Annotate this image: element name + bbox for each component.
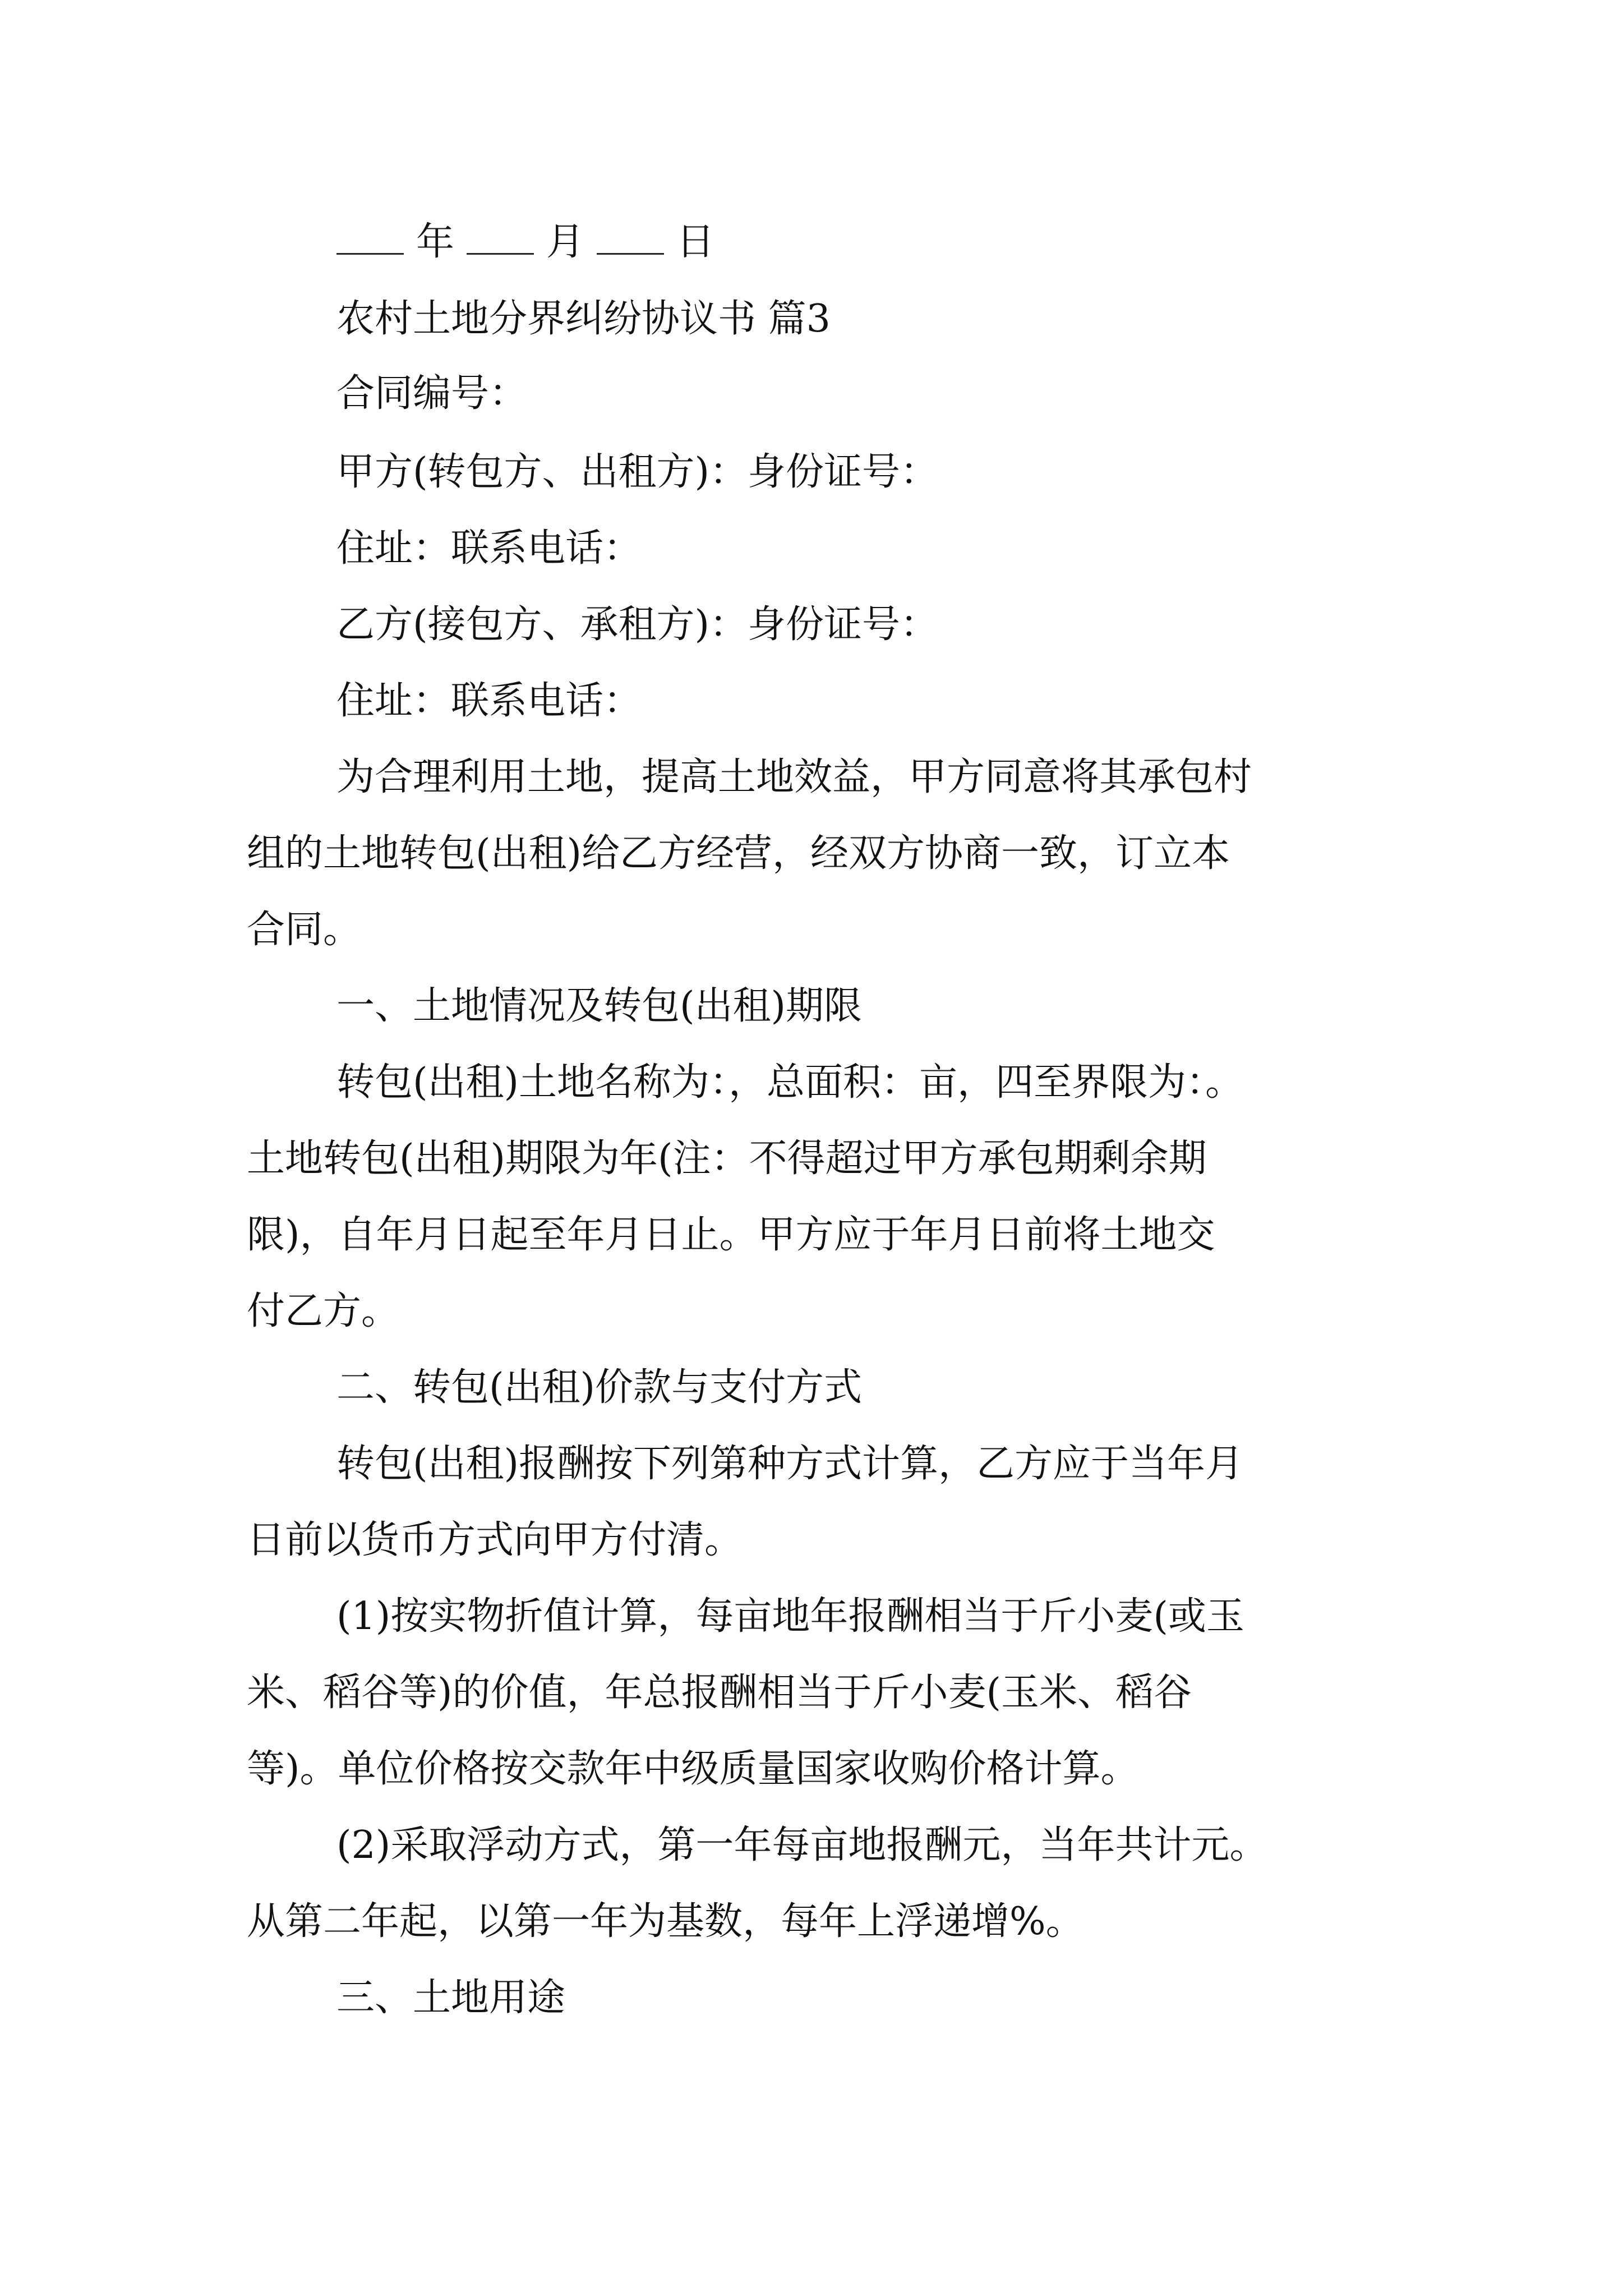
agreement-title: 农村土地分界纠纷协议书 篇3 (336, 297, 831, 341)
section-1-line: 限)，自年月日起至年月日止。甲方应于年月日前将土地交 (247, 1213, 1215, 1257)
contract-number-field: 合同编号： (336, 371, 528, 416)
date-line (336, 220, 715, 264)
month-label: 月 (546, 220, 585, 264)
section-1-line: 付乙方。 (247, 1289, 400, 1333)
party-a-contact-field: 住址：联系电话： (336, 526, 642, 570)
section-2-item-1-line: (1)按实物折值计算，每亩地年报酬相当于斤小麦(或玉 (336, 1594, 1244, 1639)
day-label: 日 (676, 220, 715, 264)
section-2-item-1-line: 等)。单位价格按交款年中级质量国家收购价格计算。 (247, 1747, 1139, 1791)
year-blank (336, 222, 404, 255)
section-1-line: 转包(出租)土地名称为：，总面积：亩，四至界限为：。 (336, 1060, 1244, 1105)
year-label: 年 (416, 220, 455, 264)
section-2-heading: 二、转包(出租)价款与支付方式 (336, 1365, 863, 1410)
party-b-field: 乙方(接包方、承租方)：身份证号： (336, 602, 939, 647)
section-2-line: 日前以货币方式向甲方付清。 (247, 1518, 743, 1562)
section-1-heading: 一、土地情况及转包(出租)期限 (336, 984, 863, 1028)
section-2-item-1-line: 米、稻谷等)的价值，年总报酬相当于斤小麦(玉米、稻谷 (247, 1671, 1192, 1715)
section-2-item-2-line: (2)采取浮动方式，第一年每亩地报酬元，当年共计元。 (336, 1823, 1268, 1867)
section-3-heading: 三、土地用途 (336, 1976, 566, 2020)
intro-line: 合同。 (247, 908, 362, 952)
month-blank (467, 222, 534, 255)
section-2-item-2-line: 从第二年起，以第一年为基数，每年上浮递增%。 (247, 1899, 1084, 1944)
party-a-field: 甲方(转包方、出租方)：身份证号： (336, 450, 939, 494)
section-1-line: 土地转包(出租)期限为年(注：不得超过甲方承包期剩余期 (247, 1137, 1207, 1181)
section-2-line: 转包(出租)报酬按下列第种方式计算，乙方应于当年月 (336, 1442, 1244, 1486)
intro-line: 组的土地转包(出租)给乙方经营，经双方协商一致，订立本 (247, 831, 1230, 876)
day-blank (597, 222, 664, 255)
intro-line: 为合理利用土地，提高土地效益，甲方同意将其承包村 (336, 755, 1252, 799)
party-b-contact-field: 住址：联系电话： (336, 679, 642, 723)
